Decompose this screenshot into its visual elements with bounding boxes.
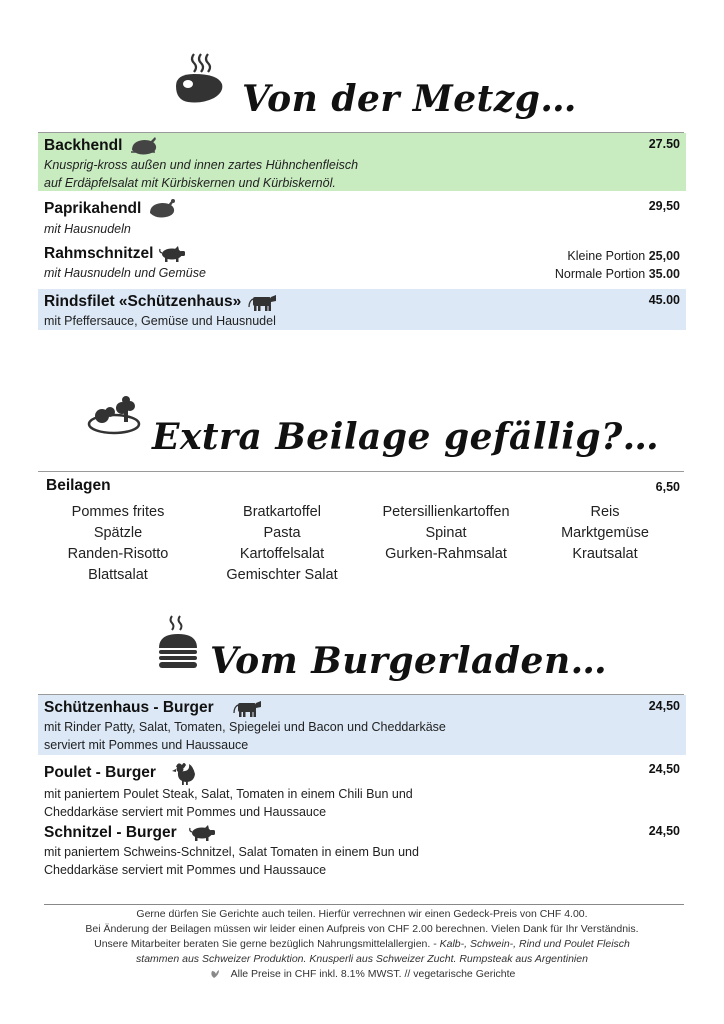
side-item: Blattsalat <box>88 567 148 583</box>
item-description: mit Pfeffersauce, Gemüse und Hausnudel <box>44 314 276 328</box>
pig-icon <box>189 825 217 841</box>
side-item: Gurken-Rahmsalat <box>385 546 507 562</box>
item-description: mit Rinder Patty, Salat, Tomaten, Spiegelei und Bacon und Cheddarkäse <box>44 720 446 734</box>
item-price: 24,50 <box>648 762 680 776</box>
sides-price: 6,50 <box>655 480 680 494</box>
section-header-metzg <box>0 48 724 118</box>
item-description: mit Hausnudeln <box>44 222 131 236</box>
side-item: Spätzle <box>93 525 143 541</box>
section-title-metzg: Von der Metzg… <box>242 78 577 120</box>
side-item: Pasta <box>263 525 301 541</box>
item-name: Rindsfilet «Schützenhaus» <box>44 293 242 310</box>
burger-icon <box>156 614 200 670</box>
price-small-label: Kleine Portion <box>567 249 646 263</box>
cow-icon <box>232 698 262 718</box>
side-item: Spinat <box>425 525 467 541</box>
menu-item-paprikahendl <box>38 195 686 239</box>
section-title-burger: Vom Burgerladen… <box>210 640 608 682</box>
side-item <box>526 565 684 586</box>
item-price: 45.00 <box>648 293 680 307</box>
divider <box>38 471 684 472</box>
side-dish-icon <box>86 394 144 440</box>
item-price: 27.50 <box>648 137 680 151</box>
footer-line: Bei Änderung der Beilagen müssen wir leider einen Aufpreis von CHF 2.00 berechnen. Vielen Dank für Ihr Verständnis. <box>85 923 639 935</box>
chicken-icon <box>147 198 177 220</box>
footer-notes <box>30 907 694 982</box>
side-item <box>366 565 526 586</box>
rooster-icon <box>170 761 196 785</box>
pig-icon <box>159 246 187 262</box>
section-header-beilage <box>0 392 724 462</box>
menu-item-poulet-burger <box>38 758 686 818</box>
cow-icon <box>247 292 277 312</box>
menu-item-rahmschnitzel <box>38 241 686 287</box>
menu-item-schnitzel-burger <box>38 820 686 880</box>
item-price: 24,50 <box>648 699 680 713</box>
sides-heading: Beilagen <box>46 477 111 494</box>
chicken-icon <box>128 136 158 156</box>
footer-line: Unsere Mitarbeiter beraten Sie gerne bezüglich Nahrungsmittelallergien. - Kalb-, Schwein-, Rind und Poulet Fleisch <box>94 938 630 950</box>
side-item: Krautsalat <box>572 546 638 562</box>
item-name: Paprikahendl <box>44 200 142 217</box>
price-normal-label: Normale Portion <box>554 267 646 281</box>
side-item: Gemischter Salat <box>226 567 338 583</box>
side-item: Kartoffelsalat <box>239 546 325 562</box>
side-item: Reis <box>590 504 620 520</box>
price-small: 25,00 <box>648 249 680 263</box>
item-description: Knusprig-kross außen und innen zartes Hühnchenfleisch <box>44 158 359 172</box>
section-title-beilage: Extra Beilage gefällig?… <box>152 416 660 458</box>
side-item: Marktgemüse <box>561 525 649 541</box>
item-description: mit paniertem Schweins-Schnitzel, Salat Tomaten in einem Bun und <box>44 845 419 859</box>
item-name: Schnitzel - Burger <box>44 824 177 841</box>
section-header-burger <box>0 612 724 682</box>
menu-item-backhendl <box>38 133 686 191</box>
item-price: 29,50 <box>648 199 680 213</box>
item-price: 24,50 <box>648 824 680 838</box>
footer-line: stammen aus Schweizer Produktion. Knusperli aus Schweizer Zucht. Rumpsteak aus Argentinien <box>136 953 588 965</box>
sides-header <box>38 473 686 499</box>
menu-item-rindsfilet <box>38 289 686 330</box>
item-price-options <box>555 247 680 283</box>
side-item: Pommes frites <box>71 504 165 520</box>
item-description: serviert mit Pommes und Haussauce <box>44 738 249 752</box>
item-name: Schützenhaus - Burger <box>44 699 214 716</box>
menu-item-schuetzenhaus-burger <box>38 695 686 755</box>
item-description: Cheddarkäse serviert mit Pommes und Haussauce <box>44 805 327 819</box>
item-description: Cheddarkäse serviert mit Pommes und Haussauce <box>44 863 327 877</box>
footer-divider <box>44 904 684 905</box>
item-name: Poulet - Burger <box>44 764 156 781</box>
item-name: Rahmschnitzel <box>44 245 154 262</box>
steak-icon <box>170 50 228 108</box>
side-item: Petersillienkartoffen <box>382 504 510 520</box>
vegetarian-leaf-icon <box>209 969 219 979</box>
sides-list <box>38 502 684 586</box>
item-description: mit Hausnudeln und Gemüse <box>44 266 206 280</box>
side-item: Bratkartoffel <box>243 504 321 520</box>
item-description: mit paniertem Poulet Steak, Salat, Tomaten in einem Chili Bun und <box>44 787 413 801</box>
item-name: Backhendl <box>44 137 123 154</box>
side-item: Randen-Risotto <box>67 546 169 562</box>
item-description: auf Erdäpfelsalat mit Kürbiskernen und Kürbiskernöl. <box>44 176 336 190</box>
footer-line: Alle Preise in CHF inkl. 8.1% MWST. // vegetarische Gerichte <box>30 967 694 982</box>
footer-line: Gerne dürfen Sie Gerichte auch teilen. Hierfür verrechnen wir einen Gedeck-Preis von CHF 4.00. <box>136 908 588 920</box>
price-normal: 35.00 <box>648 267 680 281</box>
